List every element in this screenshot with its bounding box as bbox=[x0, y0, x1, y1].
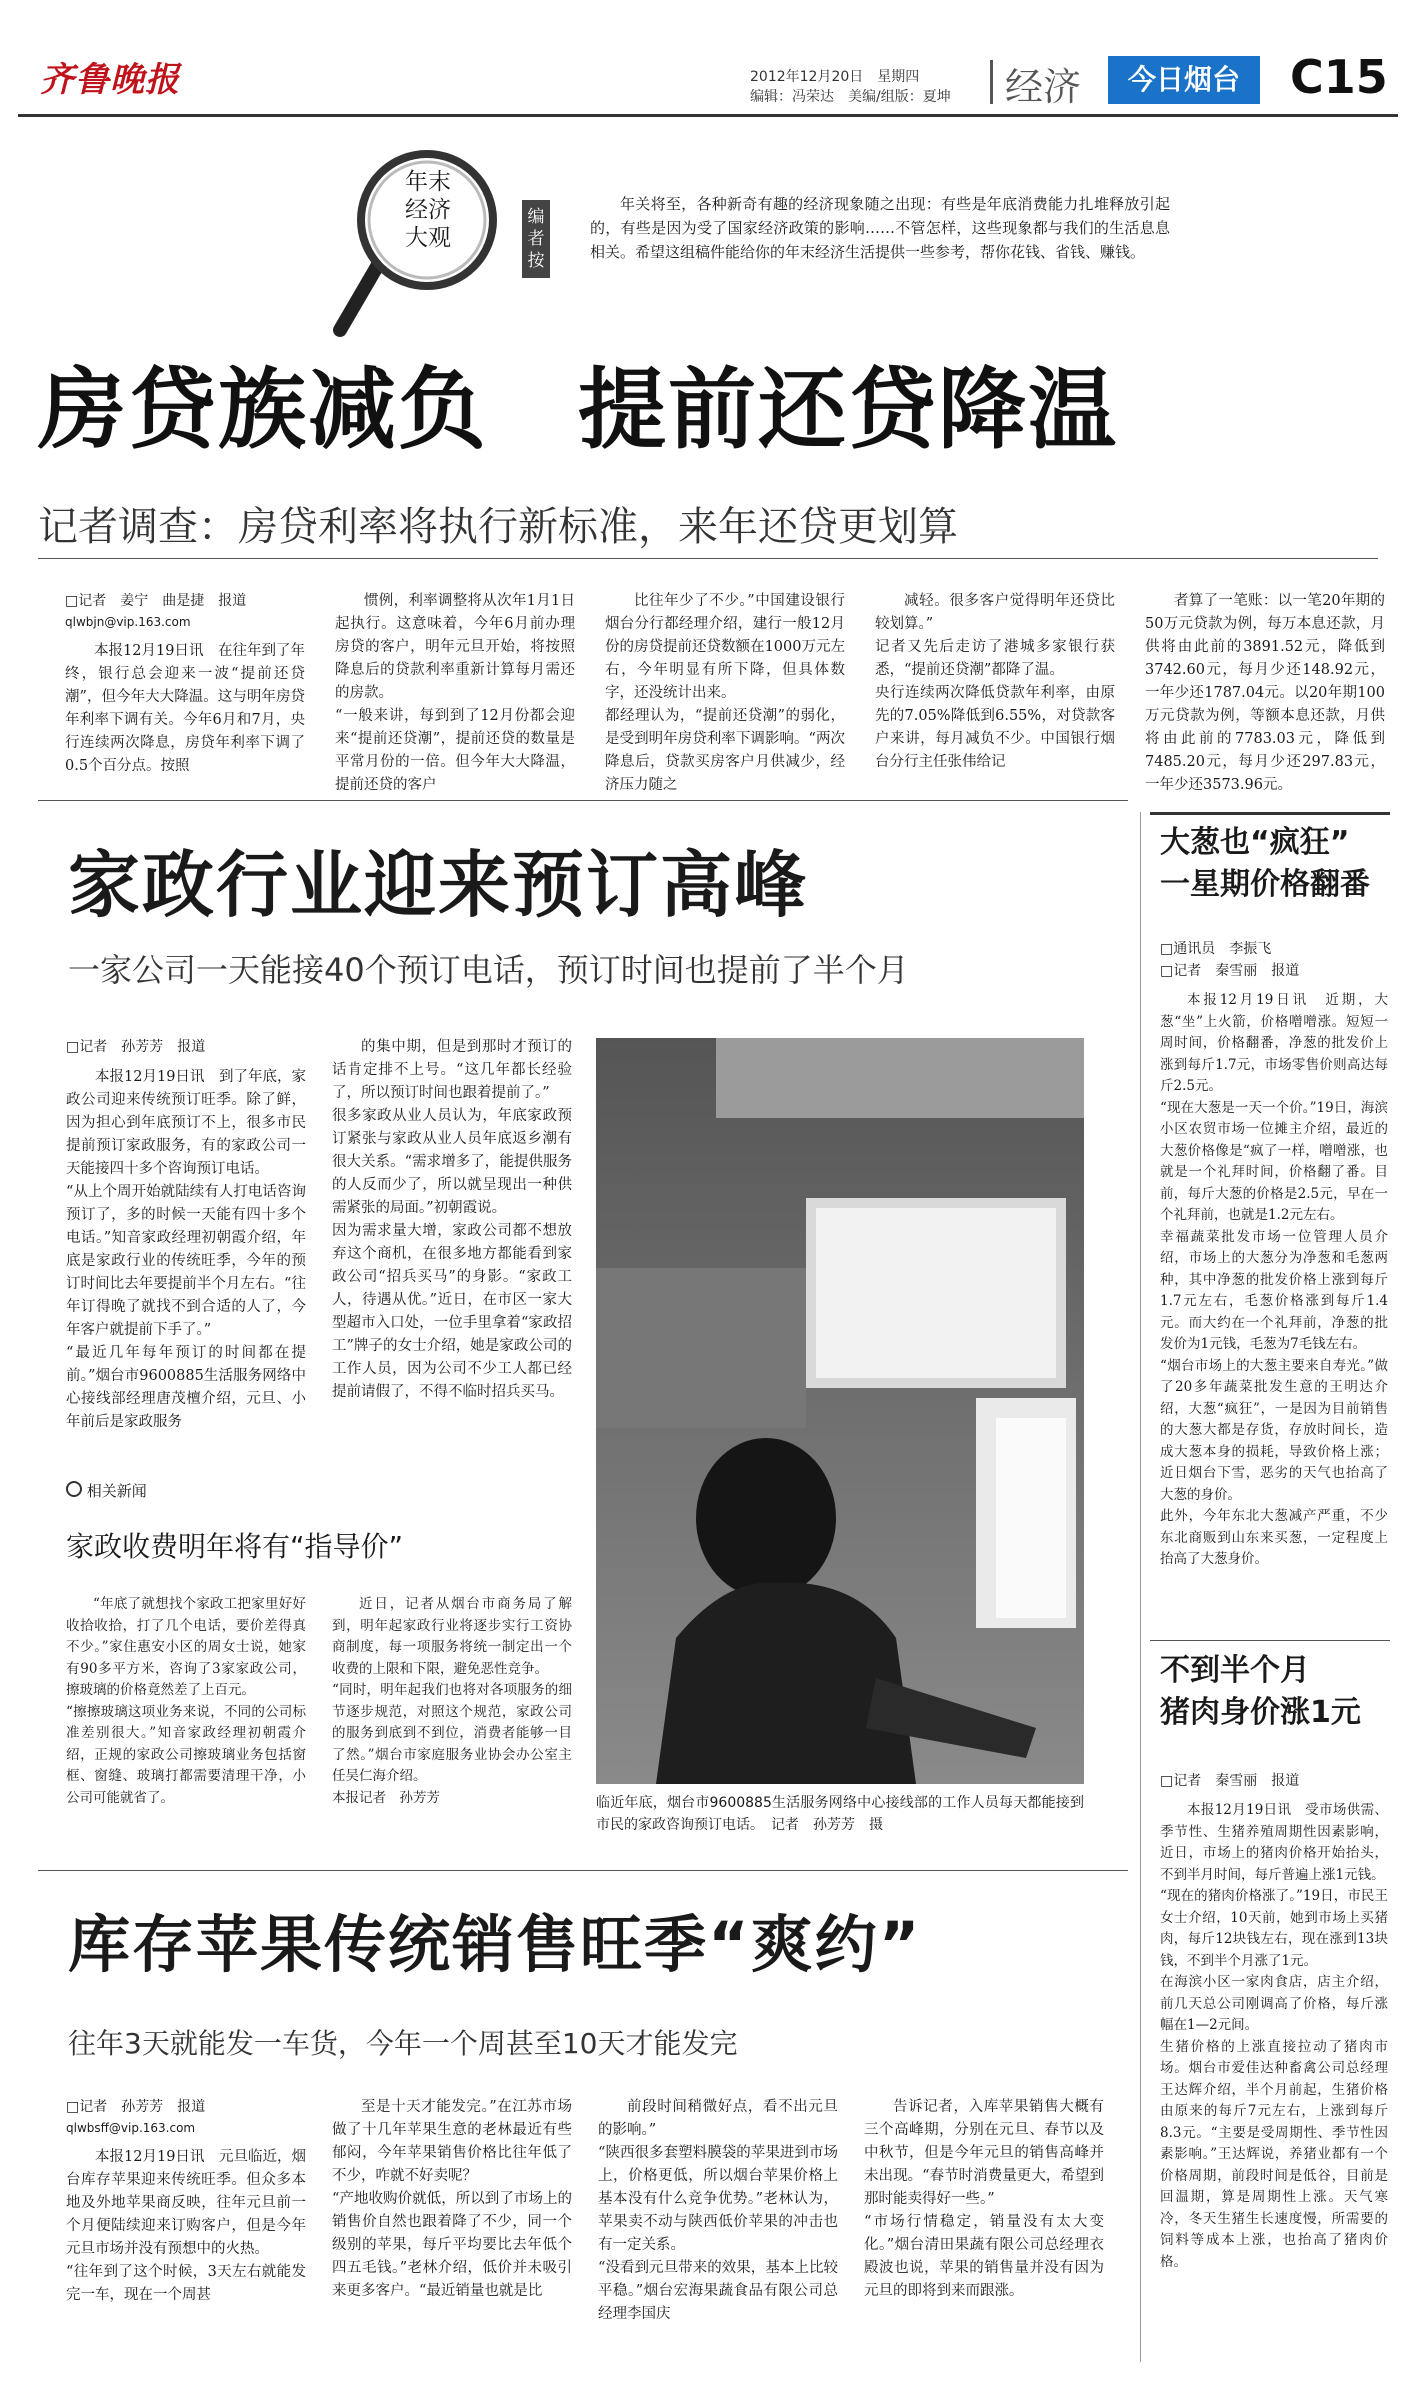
photo-caption: 临近年底，烟台市9600885生活服务网络中心接线部的工作人员每天都能接到市民的家政咨询预订电话。 记者 孙芳芳 摄 bbox=[596, 1795, 1084, 1833]
story3-col1: □记者 孙芳芳 报道 qlwbsff@vip.163.com 本报12月19日讯 元旦临近，烟台库存苹果迎来传统旺季。但众多本地及外地苹果商反映，往年元旦前一个月便陆续迎来订购客户，但是今年元旦市场并没有预想中的火热。 “往年到了这个时候，3天左右就能发完一车，现在一个周甚 bbox=[66, 2099, 306, 2303]
story2-col1: □记者 孙芳芳 报道 本报12月19日讯 到了年底，家政公司迎来传统预订旺季。除了鲜，因为担心到年底预订不上，很多市民提前预订家政服务，有的家政公司一天能接四十多个咨询预订电话。 “从上个周开始就陆续有人打电话咨询预订了，多的时候一天能有四十多个电话。”知音家政经理初朝霞介绍，年底是家政行业的传统旺季，今年的预订时间比去年要提前半个月左右。“往年订得晚了就找不到合适的人了，今年客户就提前下手了。” “最近几年每年预订的时间都在提前。”烟台市9600885生活服务网络中心接线部经理唐茂檀介绍，元旦、小年前后是家政服务 bbox=[66, 1039, 306, 1430]
editor-note: 年关将至，各种新奇有趣的经济现象随之出现：有些是年底消费能力扎堆释放引起的，有些是因为受了国家经济政策的影响……不管怎样，这些现象都与我们的生活息息相关。希望这组稿件能给你的年末经济生活提供一些参考，帮你花钱、省钱、赚钱。 bbox=[590, 195, 1170, 261]
story2-headline: 家政行业迎来预订高峰 bbox=[68, 843, 809, 927]
story3-col3: 前段时间稍微好点，看不出元旦的影响。” “陕西很多套塑料膜袋的苹果进到市场上，价格更低，所以烟台苹果价格上基本没有什么竞争优势。”老林认为，苹果卖不动与陕西低价苹果的冲击也有一定关系。 “没看到元旦带来的效果，基本上比较平稳。”烟台宏海果蔬食品有限公司总经理李国庆 bbox=[598, 2099, 838, 2322]
story2-subhead: 一家公司一天能接40个预订电话，预订时间也提前了半个月 bbox=[68, 951, 909, 989]
page-number: C15 bbox=[1290, 50, 1388, 104]
editor-note-label: 编者按 bbox=[522, 200, 550, 278]
section-badge: 今日烟台 bbox=[1108, 56, 1260, 104]
related-news-label: 相关新闻 bbox=[66, 1480, 147, 1501]
story3-headline: 库存苹果传统销售旺季“爽约” bbox=[68, 1908, 922, 1981]
related-news-title: 家政收费明年将有“指导价” bbox=[66, 1530, 404, 1563]
related-col1: “年底了就想找个家政工把家里好好收拾收拾，打了几个电话，要价差得真不少。”家住惠安小区的周女士说，她家有90多平方米，咨询了3家家政公司，擦玻璃的价格竟然差了上百元。 “擦擦玻璃这项业务来说，不同的公司标准差别很大。”知音家政经理初朝霞介绍，正规的家政公司擦玻璃业务包括窗框、窗缝、玻璃打都需要清理干净，小公司可能就省了。 bbox=[66, 1596, 306, 1806]
story1-col2: 惯例，利率调整将从次年1月1日起执行。这意味着，今年6月前办理房贷的客户，明年元旦开始，将按照降息后的贷款利率重新计算每月需还的房款。 “一般来讲，每到到了12月份都会迎来“提前还贷潮”，提前还贷的数量是平常月份的一倍。但今年大大降温，提前还贷的客户 bbox=[335, 593, 575, 793]
story1-subhead: 记者调查：房贷利率将执行新标准，来年还贷更划算 bbox=[38, 504, 958, 550]
editor-line: 编辑：冯荣达 美编/组版：夏坤 bbox=[750, 89, 951, 105]
story3-subhead: 往年3天就能发一车货，今年一个周甚至10天才能发完 bbox=[68, 2027, 738, 2060]
photo-call-center bbox=[596, 1038, 1084, 1784]
story3-col2: 至是十天才能发完。”在江苏市场做了十几年苹果生意的老林最近有些郁闷，今年苹果销售价格比往年低了不少，咋就不好卖呢？ “产地收购价就低，所以到了市场上的销售价自然也跟着降了不少，同一个级别的苹果，每斤平均要比去年低个四五毛钱。”老林介绍，低价并未吸引来更多客户。“最近销量也就是比 bbox=[332, 2099, 572, 2299]
story3-col4: 告诉记者，入库苹果销售大概有三个高峰期，分别在元旦、春节以及中秋节，但是今年元旦的销售高峰并未出现。“春节时消费量更大，希望到那时能卖得好一些。” “市场行情稳定，销量没有太大变化。”烟台清田果蔬有限公司总经理衣殿波也说，苹果的销售量并没有因为元旦的即将到来而跟涨。 bbox=[864, 2099, 1104, 2299]
story1-col3: 比往年少了不少。”中国建设银行烟台分行都经理介绍，建行一般12月份的房贷提前还贷数额在1000万元左右，今年明显有所下降，但具体数字，还没统计出来。 都经理认为，“提前还贷潮”的弱化，是受到明年房贷利率下调影响。“两次降息后，贷款买房客户月供减少，经济压力随之 bbox=[605, 593, 845, 793]
story1-col1: □记者 姜宁 曲是捷 报道 qlwbjn@vip.163.com 本报12月19日讯 在往年到了年终，银行总会迎来一波“提前还贷潮”，但今年大大降温。这与明年房贷年利率下调有关。今年6月和7月，央行连续两次降息，房贷年利率下调了0.5个百分点。按照 bbox=[65, 593, 305, 774]
side1-body: □通讯员 李振飞 □记者 秦雪丽 报道 本报12月19日讯 近期，大葱“坐”上火箭，价格噌噌涨。短短一周时间，价格翻番，净葱的批发价上涨到每斤1.7元，市场零售价则高达每斤2.5元。 “现在大葱是一天一个价。”19日，海滨小区农贸市场一位摊主介绍，最近的大葱价格像是“疯了一样，噌噌涨，也就是一个礼拜时间，价格翻了番。目前，每斤大葱的价格是2.5元，早在一个礼拜前，也就是1.2元左右。 幸福蔬菜批发市场一位管理人员介绍，市场上的大葱分为净葱和毛葱两种，其中净葱的批发价格上涨到每斤1.7元左右，毛葱价格涨到每斤1.4元。而大约在一个礼拜前，净葱的批发价为1元钱，毛葱为7毛钱左右。 “烟台市场上的大葱主要来自寿光。”做了20多年蔬菜批发生意的王明达介绍，大葱“疯狂”，一是因为目前销售的大葱大都是存货，存放时间长，造成大葱本身的损耗，导致价格上涨；近日烟台下雪，恶劣的天气也抬高了大葱的身价。 此外，今年东北大葱减产严重，不少东北商贩到山东来买葱，一定程度上抬高了大葱身价。 bbox=[1160, 941, 1388, 1567]
related-news-icon bbox=[66, 1481, 82, 1497]
related-col2: 近日，记者从烟台市商务局了解到，明年起家政行业将逐步实行工资协商制度，每一项服务将统一制定出一个收费的上限和下限，避免恶性竞争。 “同时，明年起我们也将对各项服务的细节逐步规范，对照这个规范，家政公司的服务到底到不到位，消费者能够一目了然。”烟台市家庭服务业协会办公室主任吴仁海介绍。 本报记者 孙芳芳 bbox=[332, 1596, 572, 1806]
newspaper-logo: 齐鲁晚报 bbox=[40, 60, 180, 100]
side2-body: □记者 秦雪丽 报道 本报12月19日讯 受市场供需、季节性、生猪养殖周期性因素影响，近日，市场上的猪肉价格开始抬头，不到半月时间，每斤普遍上涨1元钱。 “现在的猪肉价格涨了。”19日，市民王女士介绍，10天前，她到市场上买猪肉，每斤12块钱左右，现在涨到13块钱，不到半个月涨了1元。 在海滨小区一家肉食店，店主介绍，前几天总公司刚调高了价格，每斤涨幅在1—2元间。 生猪价格的上涨直接拉动了猪肉市场。烟台市爱佳达种畜禽公司总经理王达辉介绍，半个月前起，生猪价格由原来的每斤7元左右，上涨到每斤8.3元。“主要是受周期性、季节性因素影响。”王达辉说，养猪业都有一个价格周期，前段时间是低谷，目前是回温期，算是周期性上涨。天气寒冷，冬天生猪生长速度慢，所需要的饲料等成本上涨，也抬高了猪肉价格。 bbox=[1160, 1773, 1388, 2270]
story1-headline: 房贷族减负 提前还贷降温 bbox=[38, 358, 1119, 461]
masthead-rule bbox=[18, 114, 1398, 117]
story1-col4: 减轻。很多客户觉得明年还贷比较划算。” 记者又先后走访了港城多家银行获悉，“提前还贷潮”都降了温。 央行连续两次降低贷款年利率，由原先的7.05%降低到6.55%，对贷款客户来讲，每月减负不少。中国银行烟台分行主任张伟给记 bbox=[875, 593, 1115, 770]
side2-title: 不到半个月 猪肉身价涨1元 bbox=[1160, 1653, 1361, 1730]
story1-col5: 者算了一笔账：以一笔20年期的50万元贷款为例，每万本息还款，月供将由此前的3891.52元，降低到3742.60元，每月少还148.92元，一年少还1787.04元。以20年期100万元贷款为例，等额本息还款，月供将由此前的7783.03元，降低到7485.20元，每月少还297.83元，一年少还3573.96元。 bbox=[1145, 593, 1385, 793]
section-name: 经济 bbox=[1005, 65, 1082, 109]
story2-col2: 的集中期，但是到那时才预订的话肯定排不上号。“这几年都长经验了，所以预订时间也跟着提前了。” 很多家政从业人员认为，年底家政预订紧张与家政从业人员年底返乡潮有很大关系。“需求增多了，能提供服务的人反而少了，所以就呈现出一种供需紧张的局面。”初朝霞说。 因为需求量大增，家政公司都不想放弃这个商机，在很多地方都能看到家政公司“招兵买马”的身影。“家政工人，待遇从优。”近日，在市区一家大型超市入口处，一位手里拿着“家政招工”牌子的女士介绍，她是家政公司的工作人员，因为公司不少工人都已经提前请假了，不得不临时招兵买马。 bbox=[332, 1039, 572, 1400]
magnifier-text: 年末 经济 大观 bbox=[405, 169, 451, 251]
date-line: 2012年12月20日 星期四 bbox=[750, 69, 920, 85]
sidebar-divider bbox=[1140, 812, 1141, 2362]
side1-title: 大葱也“疯狂” 一星期价格翻番 bbox=[1160, 825, 1370, 902]
